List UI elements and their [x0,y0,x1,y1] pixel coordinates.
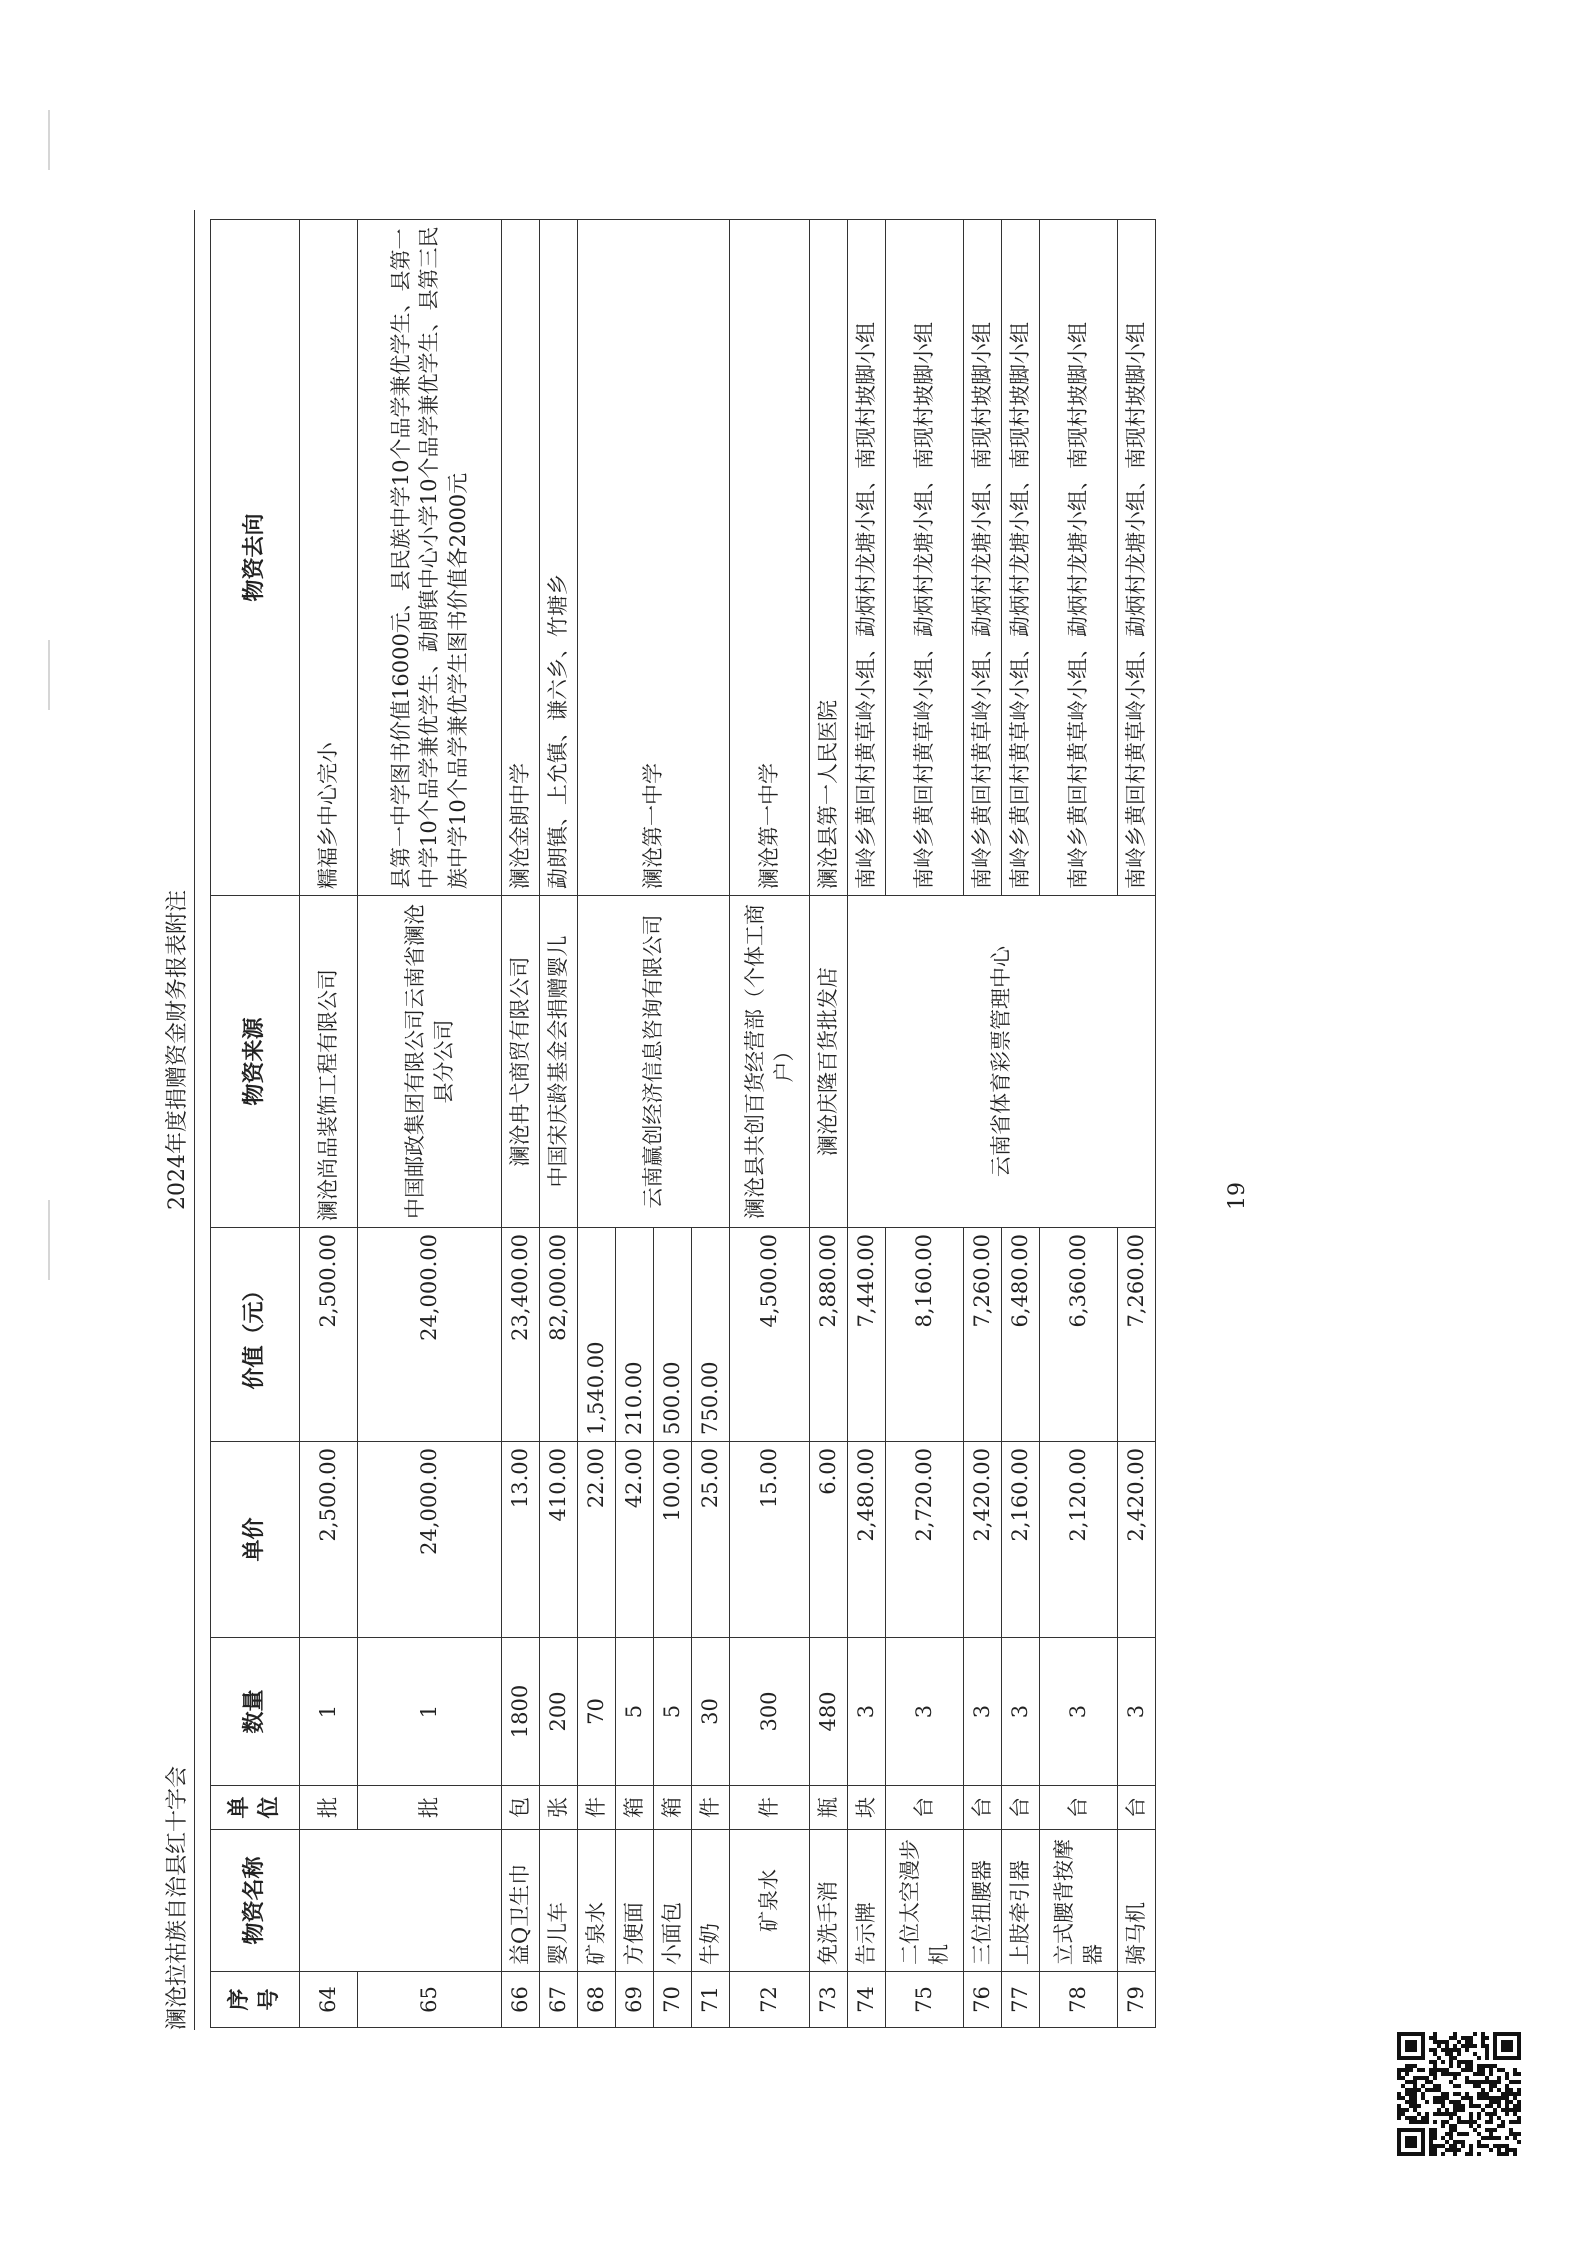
cell-value: 1,540.00 [578,1228,616,1442]
cell-name: 益Q卫生巾 [502,1830,540,1972]
cell-no: 73 [810,1972,848,2028]
cell-price: 6.00 [810,1442,848,1638]
cell-qty: 3 [1118,1638,1156,1786]
cell-dest: 南岭乡黄回村黄草岭小组、勐炳村龙塘小组、南现村坡脚小组 [1118,220,1156,896]
cell-price: 15.00 [730,1442,810,1638]
table-row [540,220,578,2028]
cell-no: 78 [1040,1972,1118,2028]
cell-source: 中国宋庆龄基金会捐赠婴儿 [540,896,578,1228]
cell-qty: 1 [300,1638,358,1786]
cell-name: 告示牌 [848,1830,886,1972]
cell-dest: 南岭乡黄回村黄草岭小组、勐炳村龙塘小组、南现村坡脚小组 [886,220,964,896]
cell-no: 64 [300,1972,358,2028]
cell-dest: 勐朗镇、上允镇、谦六乡、竹塘乡 [540,220,578,896]
cell-source: 澜沧冉弋商贸有限公司 [502,896,540,1228]
table-row [848,220,886,2028]
cell-name: 方便面 [616,1830,654,1972]
col-header-name: 物资名称 [211,1830,300,1972]
cell-source: 澜沧庆隆百货批发店 [810,896,848,1228]
cell-unit: 件 [692,1786,730,1830]
cell-value: 6,480.00 [1002,1228,1040,1442]
cell-unit: 箱 [616,1786,654,1830]
cell-qty: 1 [358,1638,502,1786]
cell-qty: 5 [654,1638,692,1786]
cell-no: 71 [692,1972,730,2028]
cell-no: 79 [1118,1972,1156,2028]
cell-dest: 县第一中学图书价值16000元、县民族中学10个品学兼优学生、县第一中学10个品学兼优学生、勐朗镇中心小学10个品学兼优学生、县第三民族中学10个品学兼优学生图书价值各2000元 [358,220,502,896]
cell-no: 70 [654,1972,692,2028]
cell-name: 矿泉水 [578,1830,616,1972]
cell-no: 74 [848,1972,886,2028]
cell-price: 2,500.00 [300,1442,358,1638]
cell-dest: 澜沧第一中学 [730,220,810,896]
cell-unit: 台 [886,1786,964,1830]
report-title: 2024年度捐赠资金财务报表附注 [165,890,190,1210]
cell-price: 22.00 [578,1442,616,1638]
col-header-source: 物资来源 [211,896,300,1228]
scan-artifact [48,640,50,710]
cell-qty: 3 [886,1638,964,1786]
cell-value: 2,880.00 [810,1228,848,1442]
cell-no: 72 [730,1972,810,2028]
cell-value: 7,440.00 [848,1228,886,1442]
col-header-value: 价值（元） [211,1228,300,1442]
table-row [502,220,540,2028]
cell-value: 6,360.00 [1040,1228,1118,1442]
cell-price: 25.00 [692,1442,730,1638]
cell-name: 二位太空漫步机 [886,1830,964,1972]
cell-source: 澜沧县共创百货经营部（个体工商户） [730,896,810,1228]
col-header-qty: 数量 [211,1638,300,1786]
cell-unit: 台 [1040,1786,1118,1830]
cell-source-merged: 云南赢创经济信息咨询有限公司 [578,896,730,1228]
cell-dest: 南岭乡黄回村黄草岭小组、勐炳村龙塘小组、南现村坡脚小组 [1040,220,1118,896]
cell-dest: 澜沧金朗中学 [502,220,540,896]
table-row [730,220,810,2028]
cell-qty: 3 [964,1638,1002,1786]
cell-qty: 3 [848,1638,886,1786]
cell-value: 500.00 [654,1228,692,1442]
cell-qty: 1800 [502,1638,540,1786]
scan-artifact [48,1200,50,1280]
cell-unit: 包 [502,1786,540,1830]
col-header-dest: 物资去向 [211,220,300,896]
table-row [300,220,358,2028]
cell-unit: 张 [540,1786,578,1830]
cell-qty: 30 [692,1638,730,1786]
cell-no: 67 [540,1972,578,2028]
cell-no: 66 [502,1972,540,2028]
cell-qty: 3 [1040,1638,1118,1786]
cell-name: 骑马机 [1118,1830,1156,1972]
cell-value: 7,260.00 [1118,1228,1156,1442]
cell-name: 小面包 [654,1830,692,1972]
table-row [578,220,616,2028]
cell-no: 77 [1002,1972,1040,2028]
col-header-unit: 单位 [211,1786,300,1830]
cell-value: 23,400.00 [502,1228,540,1442]
cell-unit: 块 [848,1786,886,1830]
cell-name: 婴儿车 [540,1830,578,1972]
col-header-price: 单价 [211,1442,300,1638]
cell-source: 中国邮政集团有限公司云南省澜沧县分公司 [358,896,502,1228]
scan-artifact [48,110,50,170]
cell-unit: 箱 [654,1786,692,1830]
cell-name [300,1830,502,1972]
cell-price: 42.00 [616,1442,654,1638]
header-rule [194,210,195,2030]
qr-code-icon [1397,2032,1521,2156]
table-row [810,220,848,2028]
cell-qty: 200 [540,1638,578,1786]
rotated-page [150,210,1270,2030]
cell-unit: 批 [358,1786,502,1830]
donation-table [210,219,1156,2028]
cell-qty: 300 [730,1638,810,1786]
cell-price: 2,480.00 [848,1442,886,1638]
cell-value: 24,000.00 [358,1228,502,1442]
cell-price: 24,000.00 [358,1442,502,1638]
cell-price: 2,120.00 [1040,1442,1118,1638]
cell-unit: 台 [1118,1786,1156,1830]
cell-source: 澜沧尚品装饰工程有限公司 [300,896,358,1228]
cell-no: 75 [886,1972,964,2028]
cell-price: 13.00 [502,1442,540,1638]
cell-qty: 480 [810,1638,848,1786]
cell-no: 65 [358,1972,502,2028]
cell-value: 7,260.00 [964,1228,1002,1442]
cell-unit: 件 [730,1786,810,1830]
cell-unit: 件 [578,1786,616,1830]
cell-dest: 南岭乡黄回村黄草岭小组、勐炳村龙塘小组、南现村坡脚小组 [848,220,886,896]
cell-name: 立式腰背按摩器 [1040,1830,1118,1972]
cell-price: 2,160.00 [1002,1442,1040,1638]
cell-price: 2,420.00 [1118,1442,1156,1638]
cell-value: 210.00 [616,1228,654,1442]
cell-price: 410.00 [540,1442,578,1638]
cell-dest: 澜沧县第一人民医院 [810,220,848,896]
cell-price: 2,720.00 [886,1442,964,1638]
cell-price: 100.00 [654,1442,692,1638]
cell-qty: 70 [578,1638,616,1786]
cell-name: 免洗手消 [810,1830,848,1972]
cell-dest: 南岭乡黄回村黄草岭小组、勐炳村龙塘小组、南现村坡脚小组 [964,220,1002,896]
cell-unit: 台 [1002,1786,1040,1830]
cell-dest: 糯福乡中心完小 [300,220,358,896]
cell-qty: 3 [1002,1638,1040,1786]
cell-unit: 台 [964,1786,1002,1830]
cell-qty: 5 [616,1638,654,1786]
cell-price: 2,420.00 [964,1442,1002,1638]
cell-unit: 批 [300,1786,358,1830]
cell-unit: 瓶 [810,1786,848,1830]
org-name: 澜沧拉祜族自治县红十字会 [165,1765,190,2030]
cell-dest: 南岭乡黄回村黄草岭小组、勐炳村龙塘小组、南现村坡脚小组 [1002,220,1040,896]
cell-no: 68 [578,1972,616,2028]
cell-name: 三位扭腰器 [964,1830,1002,1972]
cell-name: 牛奶 [692,1830,730,1972]
cell-name: 矿泉水 [730,1830,810,1972]
table-header-row [211,220,300,2028]
cell-value: 2,500.00 [300,1228,358,1442]
cell-no: 69 [616,1972,654,2028]
cell-dest-merged: 澜沧第一中学 [578,220,730,896]
cell-no: 76 [964,1972,1002,2028]
table-row [358,220,502,2028]
cell-source-merged: 云南省体育彩票管理中心 [848,896,1156,1228]
cell-name: 上肢牵引器 [1002,1830,1040,1972]
cell-value: 4,500.00 [730,1228,810,1442]
page-number: 19 [1225,1182,1250,1210]
cell-value: 82,000.00 [540,1228,578,1442]
cell-value: 750.00 [692,1228,730,1442]
cell-value: 8,160.00 [886,1228,964,1442]
col-header-no: 序号 [211,1972,300,2028]
